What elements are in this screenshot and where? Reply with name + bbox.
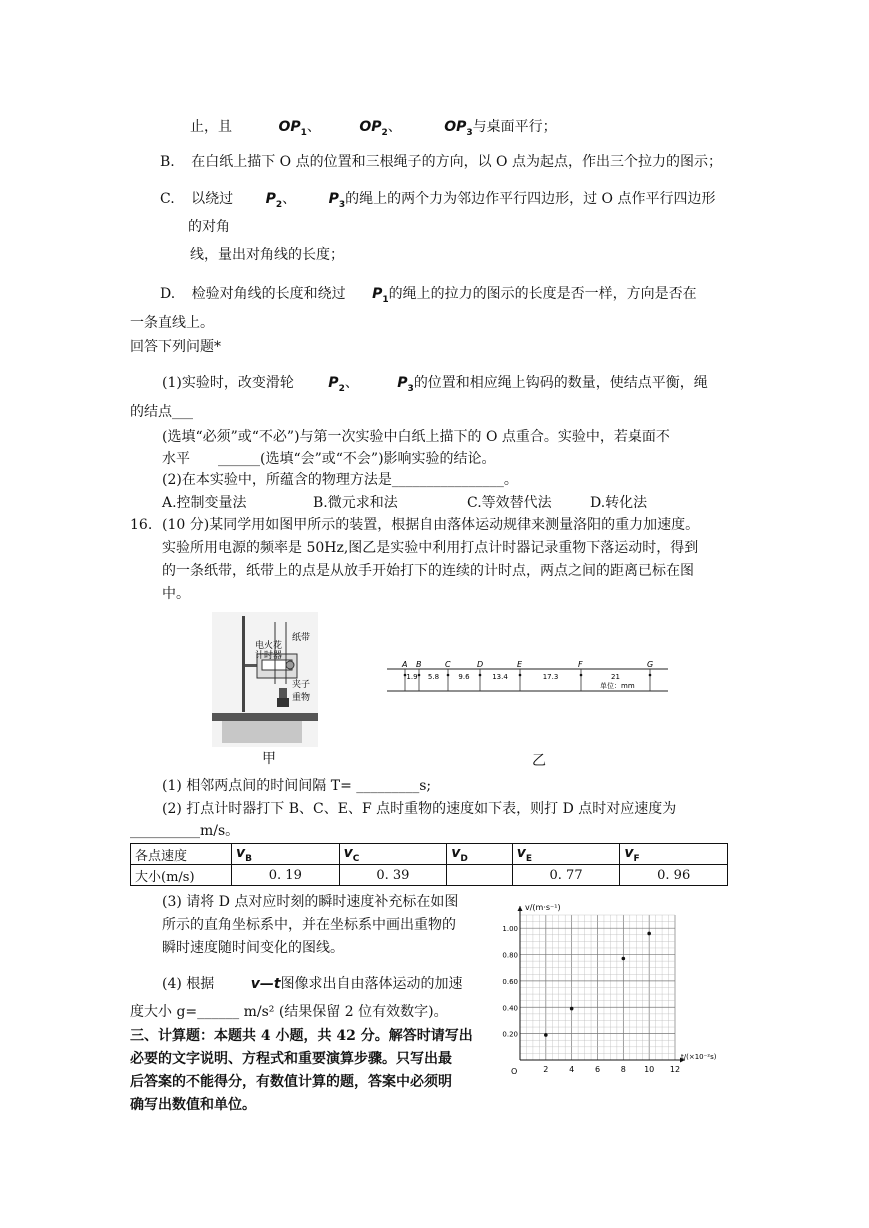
table-body — [222, 721, 302, 743]
math-op3: $OP_3$ — [444, 119, 473, 138]
table-cell-ve: $v_E$ — [512, 844, 620, 865]
tape-dot — [519, 674, 522, 677]
data-point — [622, 957, 626, 961]
item-label: C. — [160, 191, 175, 207]
x-tick-label: 12 — [669, 1065, 681, 1074]
y-tick-label: 1.00 — [502, 925, 518, 934]
p16-line2: 实验所用电源的频率是 50Hz,图乙是实验中利用打点计时器记录重物下落运动时，得到 — [162, 540, 699, 556]
caption-yi: 乙 — [532, 753, 546, 769]
tape-distance-label: 1.9 — [406, 673, 418, 681]
q2-option-b: B.微元求和法 — [313, 495, 398, 511]
chart-ticks — [502, 925, 680, 1074]
x-tick-label: 8 — [620, 1065, 626, 1074]
tape-dot — [447, 674, 450, 677]
q2-option-c: C.等效替代法 — [467, 495, 552, 511]
q1-line1 — [162, 374, 708, 398]
text-segment: 的绳上的两个力为邻边作平行四边形，过 O 点作平行四边形 — [345, 191, 716, 207]
text-segment: 与桌面平行； — [472, 119, 557, 135]
q16-1-text: (1) 相邻两点间的时间间隔 T= _________s; — [162, 778, 432, 794]
tape-distance-label: 13.4 — [492, 673, 508, 681]
clip — [279, 688, 287, 698]
table-row — [131, 865, 728, 886]
data-point — [570, 1007, 574, 1011]
line-c — [160, 190, 715, 214]
y-tick-label: 0.20 — [502, 1030, 518, 1039]
speed-table — [130, 843, 728, 886]
p16-line3: 的一条纸带，纸带上的点是从放手开始打下的连续的计时点，两点之间的距离已标在图 — [162, 563, 694, 579]
math-p2: $P_2$ — [328, 375, 345, 394]
y-tick-label: 0.60 — [502, 977, 518, 986]
line-d — [160, 285, 697, 309]
text-segment: 图像求出自由落体运动的加速 — [280, 976, 463, 992]
tape-dot — [479, 674, 482, 677]
data-point — [647, 932, 651, 936]
q1-line4: 水平 ______(选填“会”或“不会”)影响实验的结论。 — [162, 451, 496, 467]
tape-point-label: A — [402, 660, 408, 669]
timer-label-1: 电火花 — [255, 641, 283, 651]
x-tick-label: 2 — [543, 1065, 549, 1074]
tape-point-label: E — [517, 660, 523, 669]
text-segment: (1)实验时，改变滑轮 — [162, 375, 294, 391]
math-p2: $P_2$ — [265, 191, 283, 210]
math-p1: $P_1$ — [372, 286, 389, 305]
timer-knob — [286, 661, 294, 669]
table-value: 0. 77 — [512, 865, 620, 886]
y-axis-arrow — [518, 906, 523, 911]
line-c-cont: 的对角 — [188, 219, 230, 235]
p16-line4: 中。 — [162, 586, 190, 602]
tape-point-label: F — [578, 660, 583, 669]
q16-2-line2: __________m/s。 — [130, 823, 240, 839]
q16-3-line3: 瞬时速度随时间变化的图线。 — [162, 940, 344, 956]
item-text: 在白纸上描下 O 点的位置和三根绳子的方向，以 O 点为起点，作出三个拉力的图示； — [191, 154, 722, 170]
clip-label: 夹子 — [292, 680, 311, 690]
line-d-cont: 一条直线上。 — [130, 315, 214, 331]
q16-3-line1: (3) 请将 D 点对应时刻的瞬时速度补充标在如图 — [162, 894, 459, 910]
y-tick-label: 0.40 — [502, 1004, 518, 1013]
q1-line3: (选填“必须”或“不必”)与第一次实验中白纸上描下的 O 点重合。实验中，若桌面不 — [162, 429, 670, 445]
table-row — [131, 844, 728, 865]
q1-line2: 的结点___ — [130, 404, 193, 420]
tape-distance-label: 9.6 — [458, 673, 470, 681]
weight-label: 重物 — [292, 693, 311, 703]
section3-line3: 后答案的不能得分，有数值计算的题，答案中必须明 — [130, 1074, 452, 1090]
vt-chart — [502, 900, 723, 1078]
table-cell-vc: $v_C$ — [339, 844, 447, 865]
item-label: B. — [160, 154, 175, 170]
apparatus-figure — [212, 612, 318, 747]
line-b — [160, 153, 722, 171]
tape-dot — [580, 674, 583, 677]
text-segment: 检验对角线的长度和绕过 — [191, 286, 346, 302]
chart-grid — [520, 915, 675, 1060]
tape-distance-label: 17.3 — [542, 673, 559, 681]
tape-unit: 单位：mm — [600, 682, 635, 690]
timer-label-2: 计时器 — [255, 651, 283, 661]
section3-line2: 必要的文字说明、方程式和重要演算步骤。只写出最 — [130, 1051, 452, 1067]
question-number: 16. — [130, 517, 153, 533]
table-top — [212, 713, 318, 721]
tape-distance-label: 21 — [611, 673, 620, 681]
q16-4-line1 — [162, 975, 463, 993]
text-segment: 的绳上的拉力的图示的长度是否一样，方向是否在 — [388, 286, 697, 302]
text-segment: 以绕过 — [191, 191, 234, 207]
math-op1: $OP_1$ — [278, 119, 307, 138]
data-point — [544, 1033, 548, 1037]
table-value — [447, 865, 513, 886]
tape-distance-label: 5.8 — [427, 673, 440, 681]
q16-3-line2: 所示的直角坐标系中，并在坐标系中画出重物的 — [162, 917, 456, 933]
line-a — [190, 118, 557, 142]
math-p3: $P_3$ — [328, 191, 346, 210]
section3-line4: 确写出数值和单位。 — [130, 1097, 256, 1113]
chart-origin-label: O — [511, 1067, 518, 1076]
section3-line1: 三、计算题：本题共 4 小题，共 42 分。解答时请写出 — [130, 1028, 473, 1044]
answer-prompt: 回答下列问题* — [130, 339, 221, 355]
table-cell-vf: $v_F$ — [620, 844, 728, 865]
table-cell-vd: $v_D$ — [447, 844, 513, 865]
tape-point-label: G — [647, 660, 654, 669]
text-segment: 、 — [282, 191, 297, 207]
table-cell-vb: $v_B$ — [232, 844, 340, 865]
item-label: D. — [160, 286, 176, 302]
table-value: 0. 39 — [339, 865, 447, 886]
q2-option-d: D.转化法 — [590, 495, 648, 511]
q2-option-a: A.控制变量法 — [162, 495, 247, 511]
q16-2-line1: (2) 打点计时器打下 B、C、E、F 点时重物的速度如下表，则打 D 点时对应速度为 — [162, 801, 677, 817]
q16-4-line2: 度大小 g=______ m/s² (结果保留 2 位有效数字)。 — [130, 1004, 448, 1020]
weight — [277, 698, 289, 707]
tape-label: 纸带 — [292, 633, 311, 643]
q2-text: (2)在本实验中，所蕴含的物理方法是________________。 — [162, 472, 518, 488]
tape-point-label: B — [416, 660, 422, 669]
text-segment: 、 — [344, 375, 359, 391]
tape-point-label: C — [445, 660, 451, 669]
text-segment: 、 — [306, 119, 321, 135]
table-header-cell: 各点速度 — [131, 844, 232, 865]
x-tick-label: 4 — [569, 1065, 575, 1074]
math-p3: $P_3$ — [397, 375, 414, 394]
stand-rod — [242, 616, 245, 712]
chart-ylabel: v/(m·s⁻¹) — [525, 903, 561, 912]
tape-figure — [385, 655, 670, 703]
chart-axes — [518, 906, 686, 1063]
p16-line1: (10 分)某同学用如图甲所示的装置，根据自由落体运动规律来测量洛阳的重力加速度。 — [162, 517, 700, 533]
chart-xlabel: t/(×10⁻²s) — [681, 1053, 717, 1061]
tape-dot — [649, 674, 652, 677]
table-row-label: 大小(m/s) — [131, 865, 232, 886]
line-c-cont2: 线，量出对角线的长度； — [190, 247, 344, 263]
math-op2: $OP_2$ — [359, 119, 388, 138]
text-segment: 止，且 — [190, 119, 232, 135]
x-tick-label: 10 — [644, 1065, 655, 1074]
caption-jia: 甲 — [262, 751, 276, 767]
text-segment: (4) 根据 — [162, 976, 215, 992]
y-tick-label: 0.80 — [502, 951, 518, 960]
x-tick-label: 6 — [594, 1065, 601, 1074]
text-segment: 的位置和相应绳上钩码的数量，使结点平衡，绳 — [413, 375, 708, 391]
table-value: 0. 96 — [620, 865, 728, 886]
table-value: 0. 19 — [232, 865, 340, 886]
tape-dot — [418, 674, 421, 677]
math-vt: v—t — [250, 976, 281, 992]
tape-point-label: D — [477, 660, 484, 669]
text-segment: 、 — [387, 119, 402, 135]
